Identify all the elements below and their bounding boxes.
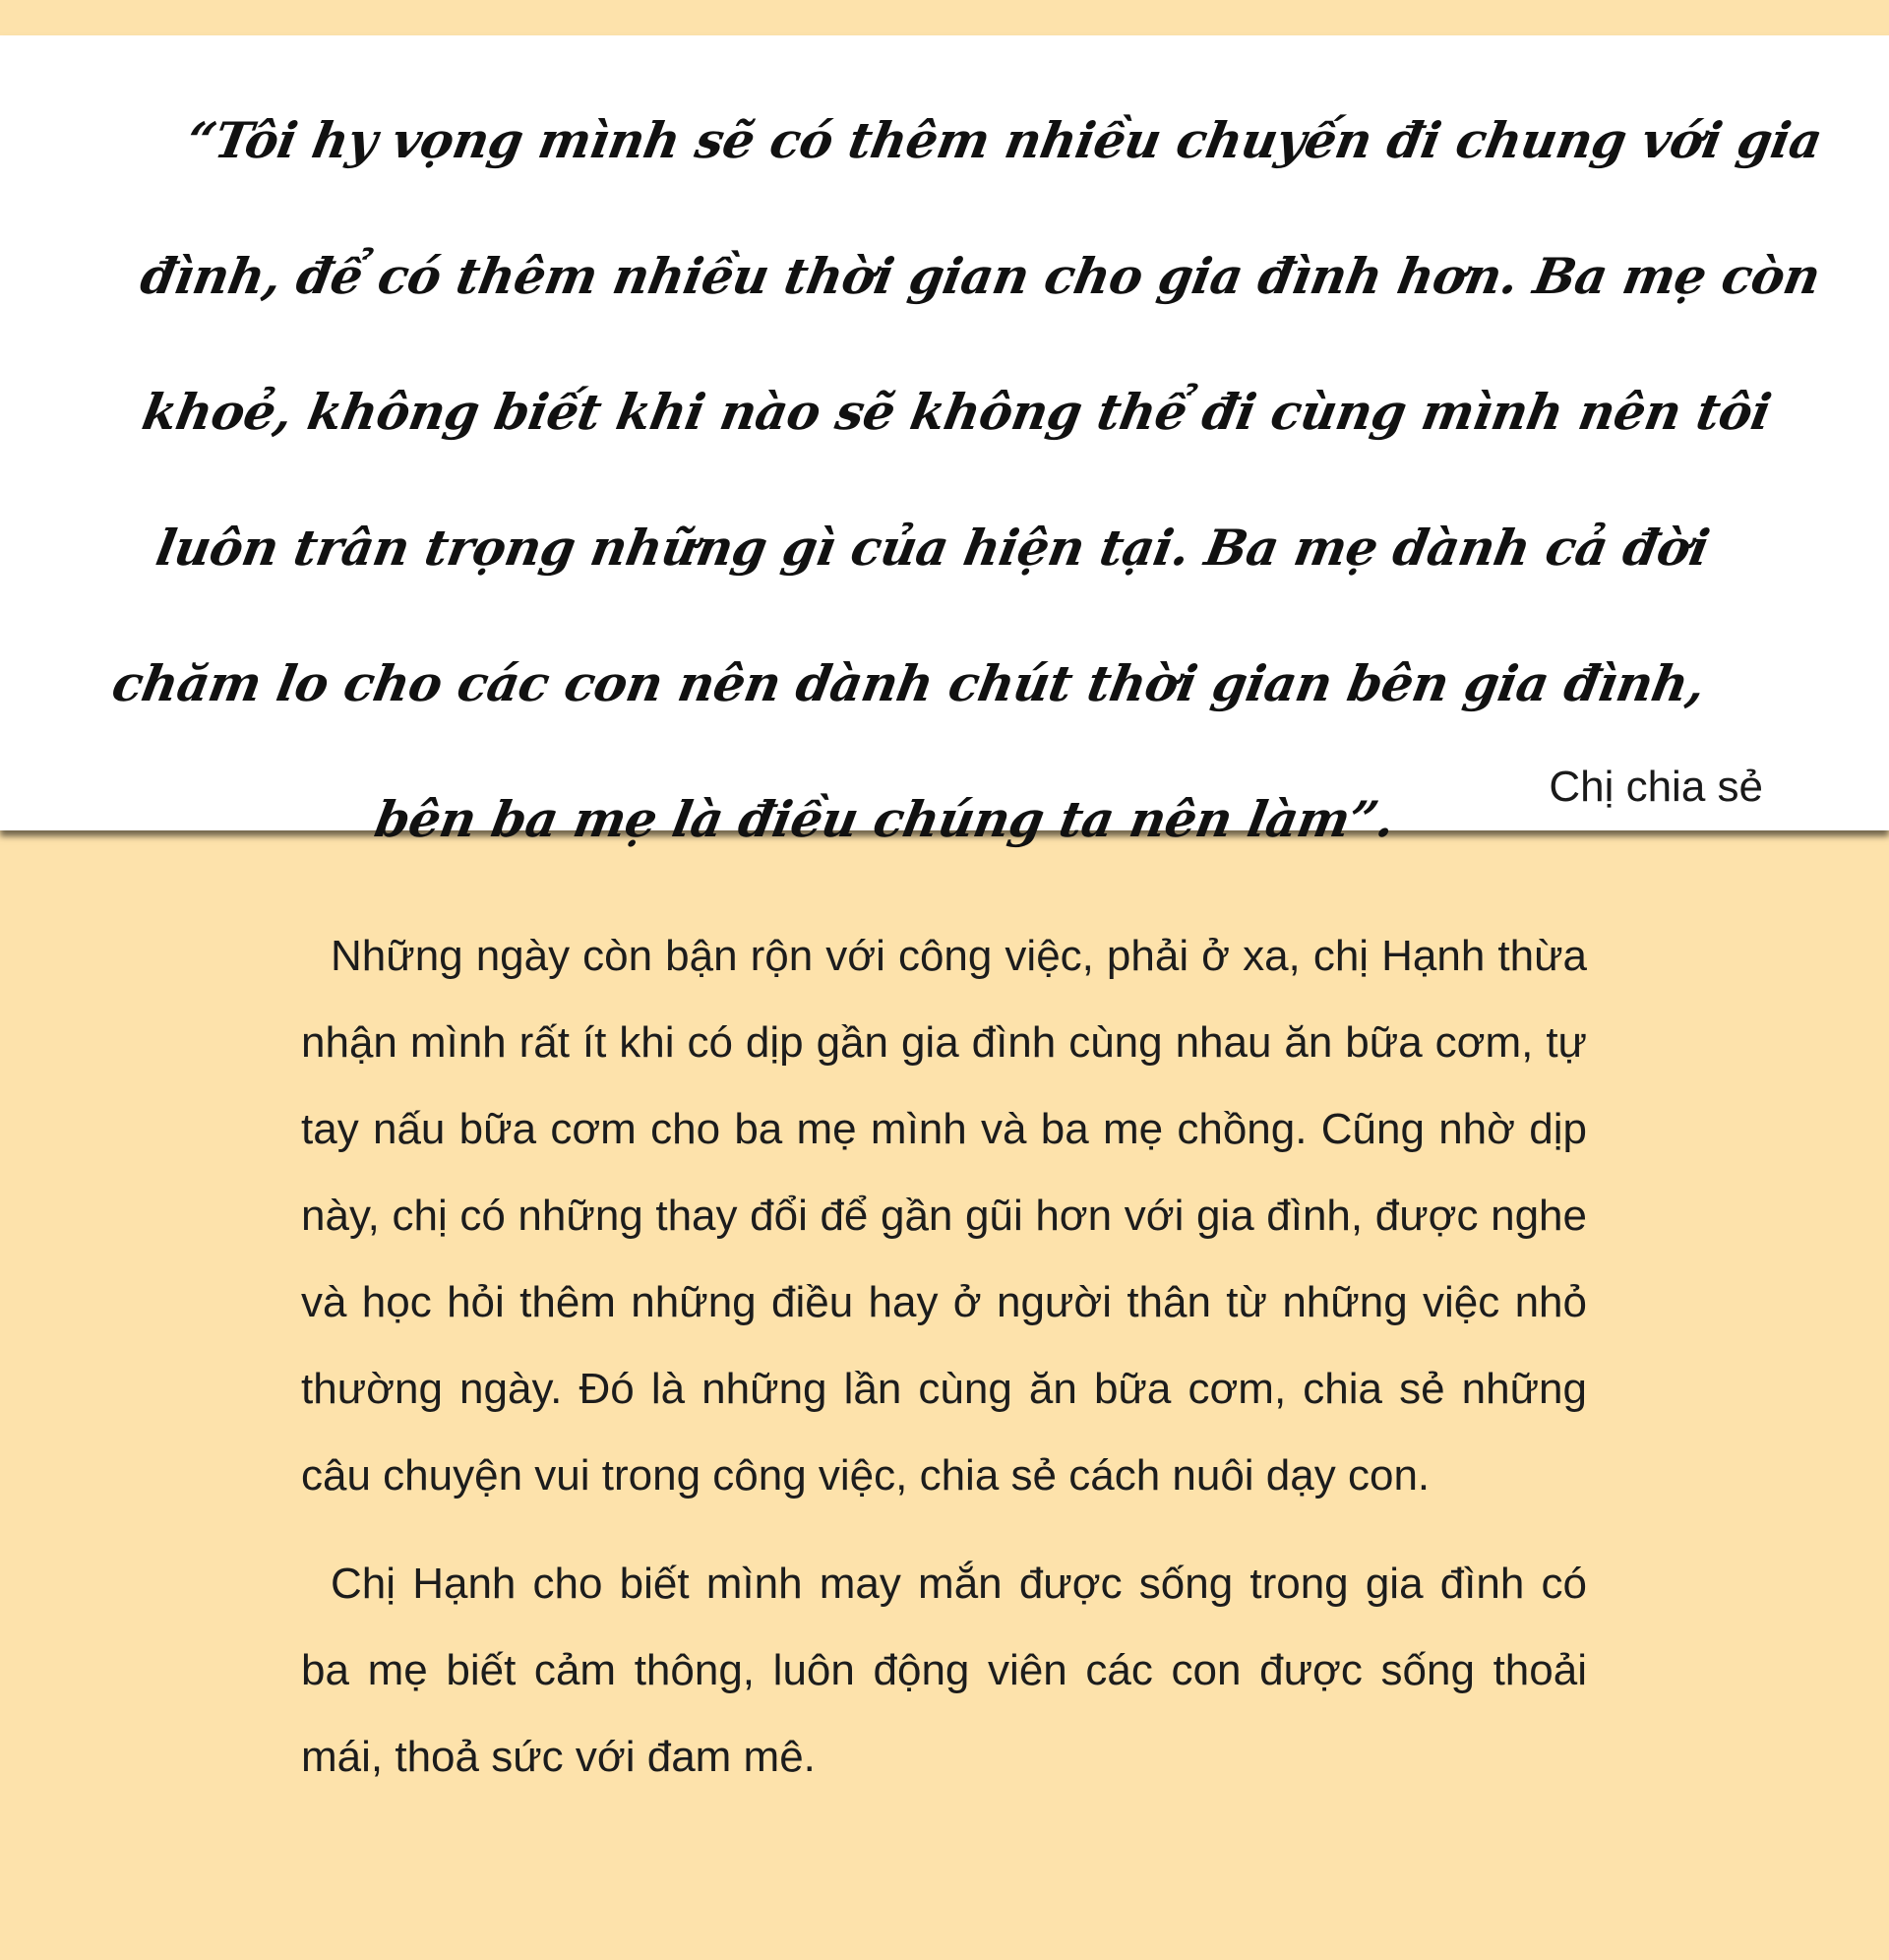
article-paragraph: Những ngày còn bận rộn với công việc, phải ở xa, chị Hạnh thừa nhận mình rất ít khi có dịp gần gia đình cùng nhau ăn bữa cơm, tự tay nấu bữa cơm cho ba mẹ mình và ba mẹ chồng. Cũng nhờ dịp này, chị có những thay đổi để gần gũi hơn với gia đình, được nghe và học hỏi thêm những điều hay ở người thân từ những việc nhỏ thường ngày. Đó là những lần cùng ăn bữa cơm, chia sẻ những câu chuyện vui trong công việc, chia sẻ cách nuôi dạy con. <box>301 932 1587 1500</box>
quote-attribution: Chị chia sẻ <box>1549 763 1763 811</box>
quote-text: “Tôi hy vọng mình sẽ có thêm nhiều chuyến đi chung với gia đình, để có thêm nhiều thời gian cho gia đình hơn. Ba mẹ còn khoẻ, không biết khi nào sẽ không thể đi cùng mình nên tôi luôn trân trọng những gì của hiện tại. Ba mẹ dành cả đời chăm lo cho các con nên dành chút thời gian bên gia đình, bên ba mẹ là điều chúng ta nên làm”. <box>107 111 1827 848</box>
quote-card <box>0 35 1889 848</box>
article-paragraph: Chị Hạnh cho biết mình may mắn được sống trong gia đình có ba mẹ biết cảm thông, luôn động viên các con được sống thoải mái, thoả sức với đam mê. <box>301 1560 1587 1781</box>
article-body <box>301 913 1587 1822</box>
